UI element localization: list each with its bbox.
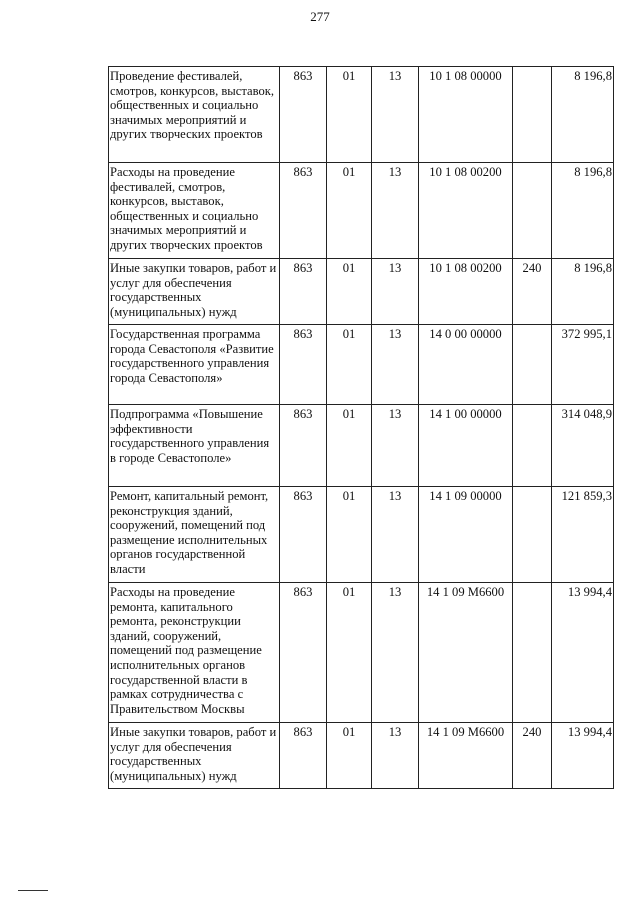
row-name-cell: Иные закупки товаров, работ и услуг для обеспечения государственных (муниципальных) нужд (109, 723, 280, 789)
grbs-cell: 863 (280, 723, 327, 789)
target-article-cell: 10 1 08 00200 (419, 163, 513, 259)
target-article-cell: 14 0 00 00000 (419, 325, 513, 405)
subsection-cell: 13 (372, 583, 419, 723)
amount-cell: 121 859,3 (552, 487, 614, 583)
row-name-cell: Расходы на проведение ремонта, капитального ремонта, реконструкции зданий, сооружений, помещений под размещение исполнительных органов государственной власти в рамках сотрудничества с Правительством Москвы (109, 583, 280, 723)
amount-cell: 8 196,8 (552, 67, 614, 163)
amount-cell: 13 994,4 (552, 723, 614, 789)
target-article-cell: 14 1 09 М6600 (419, 723, 513, 789)
grbs-cell: 863 (280, 583, 327, 723)
grbs-cell: 863 (280, 163, 327, 259)
section-cell: 01 (327, 487, 372, 583)
target-article-cell: 14 1 09 00000 (419, 487, 513, 583)
expense-type-cell (513, 583, 552, 723)
budget-table (108, 66, 614, 789)
table-row (109, 67, 614, 163)
table-row (109, 325, 614, 405)
expense-type-cell (513, 67, 552, 163)
grbs-cell: 863 (280, 487, 327, 583)
row-name-cell: Государственная программа города Севастополя «Развитие государственного управления города Севастополя» (109, 325, 280, 405)
subsection-cell: 13 (372, 405, 419, 487)
subsection-cell: 13 (372, 325, 419, 405)
table-row (109, 259, 614, 325)
subsection-cell: 13 (372, 163, 419, 259)
target-article-cell: 10 1 08 00000 (419, 67, 513, 163)
target-article-cell: 14 1 00 00000 (419, 405, 513, 487)
section-cell: 01 (327, 259, 372, 325)
row-name-cell: Расходы на проведение фестивалей, смотров, конкурсов, выставок, общественных и социально значимых мероприятий и других творческих проектов (109, 163, 280, 259)
row-name-cell: Подпрограмма «Повышение эффективности государственного управления в городе Севастополе» (109, 405, 280, 487)
target-article-cell: 14 1 09 М6600 (419, 583, 513, 723)
grbs-cell: 863 (280, 325, 327, 405)
amount-cell: 8 196,8 (552, 163, 614, 259)
expense-type-cell: 240 (513, 723, 552, 789)
table-row (109, 487, 614, 583)
expense-type-cell (513, 487, 552, 583)
table-row (109, 405, 614, 487)
amount-cell: 13 994,4 (552, 583, 614, 723)
section-cell: 01 (327, 723, 372, 789)
section-cell: 01 (327, 67, 372, 163)
row-name-cell: Иные закупки товаров, работ и услуг для обеспечения государственных (муниципальных) нужд (109, 259, 280, 325)
grbs-cell: 863 (280, 67, 327, 163)
amount-cell: 8 196,8 (552, 259, 614, 325)
row-name-cell: Проведение фестивалей, смотров, конкурсов, выставок, общественных и социально значимых мероприятий и других творческих проектов (109, 67, 280, 163)
target-article-cell: 10 1 08 00200 (419, 259, 513, 325)
amount-cell: 314 048,9 (552, 405, 614, 487)
expense-type-cell (513, 325, 552, 405)
table-row (109, 163, 614, 259)
table-row (109, 583, 614, 723)
footer-rule (18, 890, 48, 891)
table-row (109, 723, 614, 789)
grbs-cell: 863 (280, 405, 327, 487)
subsection-cell: 13 (372, 67, 419, 163)
amount-cell: 372 995,1 (552, 325, 614, 405)
subsection-cell: 13 (372, 487, 419, 583)
row-name-cell: Ремонт, капитальный ремонт, реконструкция зданий, сооружений, помещений под размещение исполнительных органов государственной власти (109, 487, 280, 583)
section-cell: 01 (327, 405, 372, 487)
expense-type-cell (513, 163, 552, 259)
expense-type-cell: 240 (513, 259, 552, 325)
subsection-cell: 13 (372, 259, 419, 325)
page-number: 277 (310, 9, 330, 24)
grbs-cell: 863 (280, 259, 327, 325)
expense-type-cell (513, 405, 552, 487)
section-cell: 01 (327, 583, 372, 723)
subsection-cell: 13 (372, 723, 419, 789)
section-cell: 01 (327, 163, 372, 259)
section-cell: 01 (327, 325, 372, 405)
